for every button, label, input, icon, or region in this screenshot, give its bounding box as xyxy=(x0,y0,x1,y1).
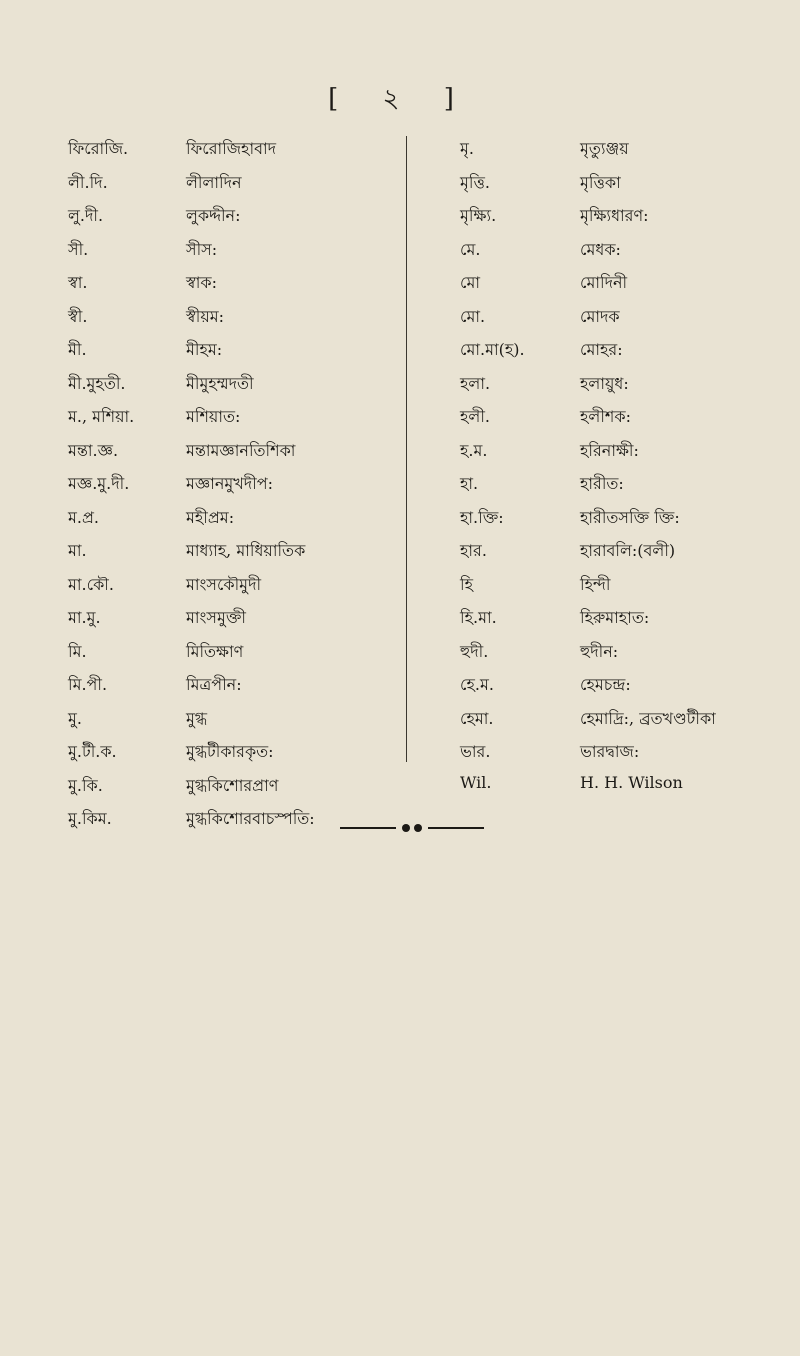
abbreviation: হি.মা. xyxy=(460,608,497,627)
abbreviation: মৃত্তি. xyxy=(460,172,490,192)
ornament-bar xyxy=(428,827,484,829)
ornament-dot xyxy=(414,824,422,832)
table-row xyxy=(68,806,408,840)
abbreviation: ভার. xyxy=(460,742,491,761)
full-form: হিন্দী xyxy=(580,574,611,594)
full-form: মিতিক্ষাণ xyxy=(186,641,244,661)
table-row xyxy=(420,471,760,505)
abbreviation: মু. xyxy=(68,708,82,728)
full-form: হলীশক: xyxy=(580,407,631,426)
table-row xyxy=(420,605,760,639)
table-row xyxy=(68,471,408,505)
page-number: [ ২ ] xyxy=(328,84,472,114)
abbreviation: মো.মা(হ). xyxy=(460,340,525,359)
abbreviation: মি. xyxy=(68,641,87,661)
table-row xyxy=(420,538,760,572)
abbreviation: মজ্ঞ.মু.দী. xyxy=(68,474,130,493)
ornament-dot xyxy=(402,824,410,832)
abbreviation: লু.দী. xyxy=(68,206,104,225)
full-form: হেমাদ্রি:, ব্রতখণ্ডটীকা xyxy=(580,708,716,728)
abbreviation: হে.ম. xyxy=(460,675,494,694)
end-ornament xyxy=(340,824,484,832)
abbreviation: মু.টী.ক. xyxy=(68,742,117,761)
table-row xyxy=(68,639,408,673)
full-form: ফিরোজিহাবাদ xyxy=(186,139,277,158)
table-row xyxy=(420,136,760,170)
full-form: মিত্ৰপীন: xyxy=(186,675,242,694)
abbreviation: মো. xyxy=(460,306,486,326)
full-form: হারাবলি:(বলী) xyxy=(580,541,676,560)
table-row xyxy=(68,136,408,170)
table-row xyxy=(420,572,760,606)
table-row xyxy=(420,404,760,438)
abbreviation: Wil. xyxy=(460,772,492,792)
full-form: হারীত: xyxy=(580,474,624,493)
table-row xyxy=(68,739,408,773)
full-form: মশিয়াত: xyxy=(186,407,241,426)
column-divider xyxy=(406,136,407,762)
table-row xyxy=(68,170,408,204)
full-form: মুগ্ধকিশোরবাচস্পতি: xyxy=(186,809,315,828)
full-form: হলায়ুধ: xyxy=(580,373,629,393)
full-form: মৃত্যুঞ্জয় xyxy=(580,139,629,158)
abbreviation: মা. xyxy=(68,541,87,560)
abbreviation: হা. xyxy=(460,474,479,493)
abbreviation: লী.দি. xyxy=(68,172,108,192)
abbreviation: হি xyxy=(460,574,473,594)
table-row xyxy=(420,672,760,706)
abbreviation: হুদী. xyxy=(460,641,489,661)
full-form: হেমচন্দ্র: xyxy=(580,675,631,694)
table-row xyxy=(420,304,760,338)
full-form: লীলাদিন xyxy=(186,172,242,192)
abbreviation: হা.ক্তি: xyxy=(460,507,504,527)
full-form: মৃক্ষ্যিধারণ: xyxy=(580,206,649,225)
abbreviation: মু.কি. xyxy=(68,775,103,795)
table-row xyxy=(420,270,760,304)
full-form: মুগ্ধকিশোরপ্ৰাণ xyxy=(186,775,279,795)
table-row xyxy=(420,505,760,539)
full-form: লুকদ্দীন: xyxy=(186,206,241,225)
abbreviation: ফিরোজি. xyxy=(68,139,129,158)
table-row xyxy=(68,605,408,639)
full-form: মন্তামজ্ঞানতিশিকা xyxy=(186,440,296,460)
full-form: মজ্ঞানমুখদীপ: xyxy=(186,474,274,493)
full-form: হারীতসক্তি ক্তি: xyxy=(580,507,680,527)
full-form: মৃত্তিকা xyxy=(580,172,621,192)
abbreviation: সী. xyxy=(68,239,89,259)
table-row xyxy=(420,438,760,472)
table-row xyxy=(68,538,408,572)
full-form: হরিনাক্ষী: xyxy=(580,440,639,460)
abbreviation: মন্তা.জ্ঞ. xyxy=(68,440,119,460)
table-row xyxy=(68,371,408,405)
table-row xyxy=(68,237,408,271)
full-form: মোদক xyxy=(580,306,620,326)
abbreviation: মৃ. xyxy=(460,139,474,158)
full-form: মেধক: xyxy=(580,239,621,259)
full-form: মহীপ্ৰম: xyxy=(186,507,235,527)
abbreviation: হ.ম. xyxy=(460,440,488,460)
table-row xyxy=(68,404,408,438)
table-row xyxy=(68,505,408,539)
table-row xyxy=(68,438,408,472)
table-row xyxy=(68,773,408,807)
abbreviation: মি.পী. xyxy=(68,675,108,694)
table-row xyxy=(68,672,408,706)
table-row xyxy=(420,337,760,371)
abbreviation: মী. xyxy=(68,340,87,359)
ornament-bar xyxy=(340,827,396,829)
abbreviation: স্বা. xyxy=(68,273,88,292)
full-form: মোদিনী xyxy=(580,273,628,292)
full-form: স্বাক: xyxy=(186,273,217,292)
right-column xyxy=(420,136,760,806)
table-row xyxy=(420,371,760,405)
left-column xyxy=(68,136,408,840)
full-form: মীহম: xyxy=(186,340,223,359)
table-row xyxy=(68,572,408,606)
abbreviation: হেমা. xyxy=(460,708,494,728)
full-form: মাধ্যাহ, মাধিয়াতিক xyxy=(186,541,306,560)
table-row xyxy=(420,639,760,673)
abbreviation: মী.মুহতী. xyxy=(68,373,126,393)
table-row xyxy=(68,706,408,740)
full-form: মাংসমুক্তী xyxy=(186,608,246,627)
abbreviation: মু.কিম. xyxy=(68,809,112,828)
abbreviation: মে. xyxy=(460,239,481,259)
abbreviation: মো xyxy=(460,273,481,292)
full-form: H. H. Wilson xyxy=(580,772,683,792)
abbreviation: স্বী. xyxy=(68,306,88,326)
full-form: স্বীয়ম: xyxy=(186,306,225,326)
abbreviation: হার. xyxy=(460,541,487,560)
full-form: মোহর: xyxy=(580,340,623,359)
table-row xyxy=(420,773,760,807)
table-row xyxy=(420,237,760,271)
abbreviation: হলী. xyxy=(460,407,490,426)
table-row xyxy=(420,203,760,237)
table-row xyxy=(420,170,760,204)
abbreviation: মা.মু. xyxy=(68,608,101,627)
abbreviation: ম., মশিয়া. xyxy=(68,407,135,426)
abbreviation: হলা. xyxy=(460,373,491,393)
full-form: মুগ্ধ xyxy=(186,708,208,728)
table-row xyxy=(68,337,408,371)
full-form: মীমুহম্মদতী xyxy=(186,373,254,393)
table-row xyxy=(68,203,408,237)
full-form: সীস: xyxy=(186,239,218,259)
full-form: হিরুমাহাত: xyxy=(580,608,650,627)
table-row xyxy=(68,304,408,338)
full-form: হুদীন: xyxy=(580,641,619,661)
full-form: মাংসকৌমুদী xyxy=(186,574,262,594)
full-form: মুগ্ধটীকারকৃত: xyxy=(186,742,274,761)
abbreviation: মৃক্ষ্যি. xyxy=(460,206,497,225)
table-row xyxy=(420,706,760,740)
table-row xyxy=(420,739,760,773)
full-form: ভারদ্বাজ: xyxy=(580,742,640,761)
abbreviation: মা.কৌ. xyxy=(68,574,114,594)
abbreviation: ম.প্ৰ. xyxy=(68,507,99,527)
table-row xyxy=(68,270,408,304)
